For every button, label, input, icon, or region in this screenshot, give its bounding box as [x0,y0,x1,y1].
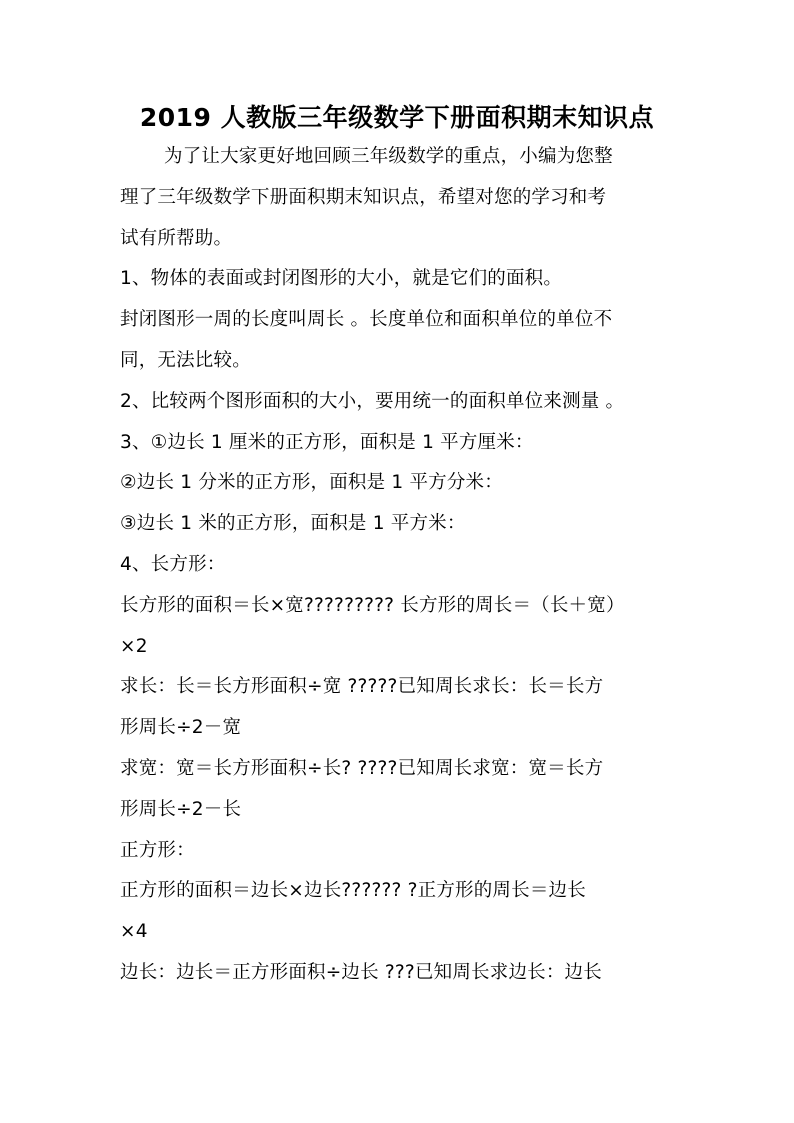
document-title: 2019 人教版三年级数学下册面积期末知识点 [139,103,655,132]
formula-line: 长方形的面积＝长×宽????????? 长方形的周长＝（长＋宽） [120,594,625,616]
formula-line: ×4 [120,921,148,943]
section-heading: 4、长方形： [120,553,226,575]
paragraph-line: 为了让大家更好地回顾三年级数学的重点，小编为您整 [164,146,613,167]
paragraph-line: 试有所帮助。 [120,227,233,249]
formula-line: 求长：长＝长方形面积÷宽 ?????已知周长求长：长＝长方 [120,676,604,698]
paragraph-line: 2、比较两个图形面积的大小，要用统一的面积单位来测量 。 [120,390,625,412]
formula-line: 形周长÷2－长 [120,798,242,820]
paragraph-line: 3、①边长 1 厘米的正方形，面积是 1 平方厘米： [120,431,534,453]
document-body [120,137,680,994]
formula-line: 形周长÷2－宽 [120,717,242,739]
paragraph-line: 理了三年级数学下册面积期末知识点，希望对您的学习和考 [120,186,607,208]
section-heading: 正方形： [120,839,195,861]
formula-line: 边长：边长＝正方形面积÷边长 ???已知周长求边长：边长 [120,961,602,983]
paragraph-line: 封闭图形一周的长度叫周长 。长度单位和面积单位的单位不 [120,309,613,331]
formula-line: 求宽：宽＝长方形面积÷长? ????已知周长求宽：宽＝长方 [120,757,604,779]
paragraph-line: 1、物体的表面或封闭图形的大小，就是它们的面积。 [120,268,563,290]
formula-line: ×2 [120,635,148,657]
paragraph-line: ③边长 1 米的正方形，面积是 1 平方米： [120,513,466,535]
paragraph-line: ②边长 1 分米的正方形，面积是 1 平方分米： [120,472,503,494]
formula-line: 正方形的面积＝边长×边长?????? ?正方形的周长＝边长 [120,880,586,902]
paragraph-line: 同，无法比较。 [120,349,251,371]
